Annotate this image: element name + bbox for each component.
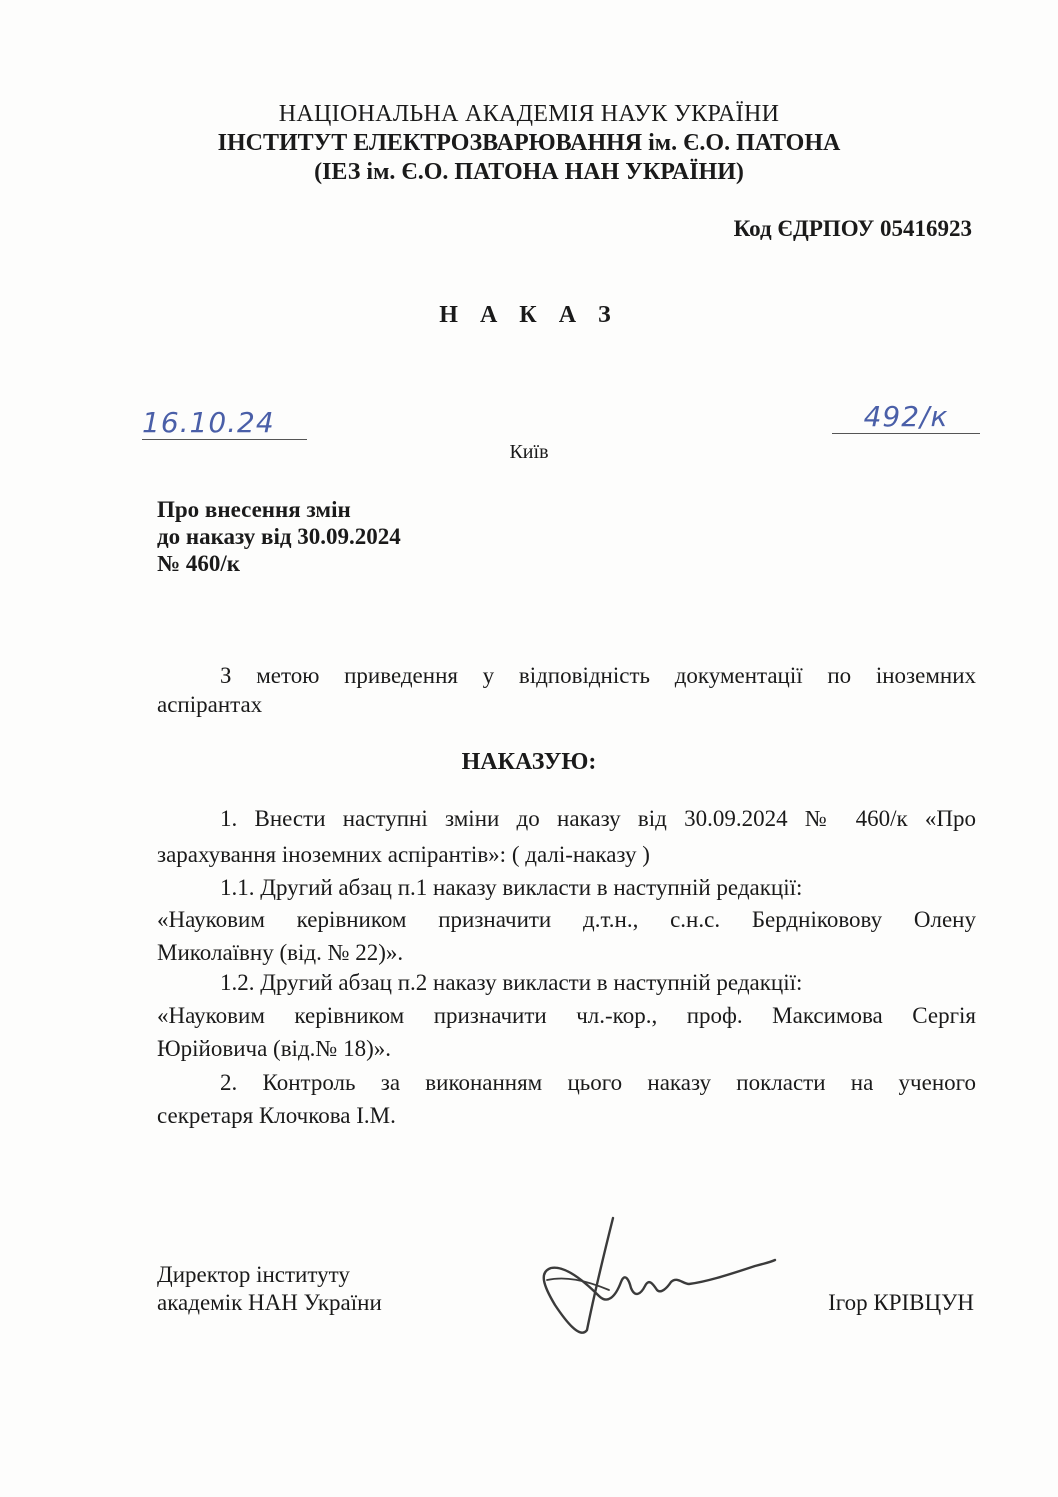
order-title: Н А К А З (439, 302, 619, 328)
paragraph-2-line-2: секретаря Клочкова І.М. (157, 1103, 396, 1128)
subject-line-2: до наказу від 30.09.2024 (157, 524, 401, 549)
paragraph-1-2-line-2: «Науковим керівником призначити чл.-кор., проф. Максимова Сергія (157, 1003, 976, 1028)
handwritten-signature (525, 1210, 795, 1350)
intro-line-2: аспірантах (157, 692, 263, 717)
paragraph-1-1-line-2: «Науковим керівником призначити д.т.н., с.н.с. Бердніковову Олену (157, 907, 976, 932)
institute-abbreviation: (ІЕЗ ім. Є.О. ПАТОНА НАН УКРАЇНИ) (314, 159, 744, 185)
institute-name: ІНСТИТУТ ЕЛЕКТРОЗВАРЮВАННЯ ім. Є.О. ПАТОНА (217, 130, 841, 156)
order-number: 492/к (832, 400, 980, 434)
academy-name: НАЦІОНАЛЬНА АКАДЕМІЯ НАУК УКРАЇНИ (278, 101, 780, 127)
paragraph-1-line-2: зарахування іноземних аспірантів»: ( далі-наказу ) (157, 842, 650, 867)
command-heading: НАКАЗУЮ: (461, 749, 597, 775)
paragraph-1-line-1: 1. Внести наступні зміни до наказу від 30.09.2024 № 460/к «Про (220, 806, 976, 831)
paragraph-1-2-line-1: 1.2. Другий абзац п.2 наказу викласти в наступній редакції: (220, 970, 803, 995)
signatory-position-line-1: Директор інституту (157, 1262, 350, 1287)
order-date: 16.10.24 (142, 406, 307, 440)
intro-line-1: З метою приведення у відповідність документації по іноземних (220, 663, 976, 688)
signatory-name: Ігор КРІВЦУН (828, 1290, 974, 1315)
subject-line-1: Про внесення змін (157, 497, 351, 522)
paragraph-2-line-1: 2. Контроль за виконанням цього наказу покласти на ученого (220, 1070, 976, 1095)
paragraph-1-2-line-3: Юрійовича (від.№ 18)». (157, 1036, 391, 1061)
paragraph-1-1-line-3: Миколаївну (від. № 22)». (157, 940, 404, 965)
order-city: Київ (509, 441, 549, 463)
subject-line-3: № 460/к (157, 551, 241, 576)
edrpou-code: Код ЄДРПОУ 05416923 (733, 216, 972, 241)
paragraph-1-1-line-1: 1.1. Другий абзац п.1 наказу викласти в наступній редакції: (220, 875, 803, 900)
signatory-position-line-2: академік НАН України (157, 1290, 382, 1315)
